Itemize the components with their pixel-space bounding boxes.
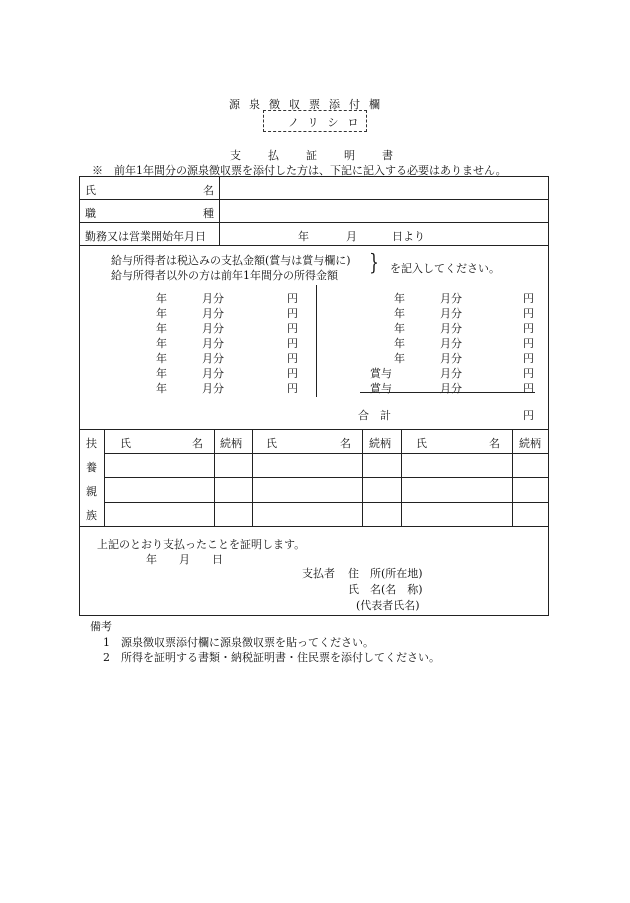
- dep-col2-relation: 続柄: [369, 437, 391, 450]
- job-label-2: 種: [203, 207, 214, 220]
- bonus-label-2: 賞与: [370, 382, 392, 395]
- right-year-5: 年: [394, 352, 405, 365]
- bonus-month-1: 月分: [440, 367, 462, 380]
- right-month-1: 月分: [440, 292, 462, 305]
- row-divider: [80, 245, 548, 246]
- left-year-4: 年: [156, 337, 167, 350]
- right-yen-3: 円: [523, 322, 534, 335]
- left-month-1: 月分: [202, 292, 224, 305]
- remarks-item-2: 2 所得を証明する書類・納税証明書・住民票を添付してください。: [103, 651, 440, 664]
- attachment-title: 源泉徴収票添付欄: [229, 98, 389, 111]
- payer-label: 支払者: [302, 567, 335, 580]
- total-label: 合 計: [358, 409, 391, 422]
- dependents-col: [104, 429, 105, 526]
- left-year-5: 年: [156, 352, 167, 365]
- payments-center-divider: [316, 285, 317, 397]
- left-year-1: 年: [156, 292, 167, 305]
- right-month-2: 月分: [440, 307, 462, 320]
- dependents-top: [80, 429, 548, 430]
- dependents-bottom: [80, 526, 548, 527]
- dependents-col: [512, 429, 513, 526]
- name-label-1: 氏: [85, 184, 96, 197]
- dep-col3-name-2: 名: [489, 437, 500, 450]
- right-month-3: 月分: [440, 322, 462, 335]
- dependents-col: [401, 429, 402, 526]
- right-yen-1: 円: [523, 292, 534, 305]
- right-yen-4: 円: [523, 337, 534, 350]
- right-yen-2: 円: [523, 307, 534, 320]
- left-month-6: 月分: [202, 367, 224, 380]
- left-month-5: 月分: [202, 352, 224, 365]
- right-yen-5: 円: [523, 352, 534, 365]
- dependents-col: [214, 429, 215, 526]
- payer-representative: (代表者氏名): [356, 599, 420, 612]
- left-yen-2: 円: [287, 307, 298, 320]
- dep-col1-relation: 続柄: [220, 437, 242, 450]
- dependents-col: [362, 429, 363, 526]
- label-column-divider: [219, 177, 220, 245]
- left-year-7: 年: [156, 382, 167, 395]
- dep-col3-name-1: 氏: [416, 437, 427, 450]
- right-year-4: 年: [394, 337, 405, 350]
- start-year: 年: [298, 230, 309, 243]
- start-day: 日より: [392, 230, 425, 243]
- dependents-label-4: 族: [86, 509, 97, 522]
- left-yen-4: 円: [287, 337, 298, 350]
- left-month-3: 月分: [202, 322, 224, 335]
- total-yen: 円: [523, 409, 534, 422]
- certify-statement: 上記のとおり支払ったことを証明します。: [97, 538, 306, 551]
- left-year-6: 年: [156, 367, 167, 380]
- dep-col3-relation: 続柄: [519, 437, 541, 450]
- right-month-5: 月分: [440, 352, 462, 365]
- dependents-header-bottom: [104, 453, 548, 454]
- dependents-col: [252, 429, 253, 526]
- certify-date: 年 月 日: [146, 553, 223, 566]
- left-yen-5: 円: [287, 352, 298, 365]
- left-yen-1: 円: [287, 292, 298, 305]
- certificate-form: [79, 176, 549, 616]
- dep-col1-name-1: 氏: [120, 437, 131, 450]
- certificate-title: 支払証明書: [230, 149, 420, 162]
- glue-margin-box: [263, 110, 367, 132]
- dependents-label-2: 養: [86, 461, 97, 474]
- left-month-4: 月分: [202, 337, 224, 350]
- remarks-item-1: 1 源泉徴収票添付欄に源泉徴収票を貼ってください。: [103, 636, 374, 649]
- start-month: 月: [346, 230, 357, 243]
- start-date-label: 勤務又は営業開始年月日: [85, 230, 206, 243]
- dep-col2-name-1: 氏: [266, 437, 277, 450]
- bonus-yen-2: 円: [523, 382, 534, 395]
- instruction-line-2: 給与所得者以外の方は前年1年間分の所得金額: [111, 269, 338, 282]
- left-yen-3: 円: [287, 322, 298, 335]
- remarks-title: 備考: [90, 620, 112, 633]
- left-yen-6: 円: [287, 367, 298, 380]
- left-year-3: 年: [156, 322, 167, 335]
- left-year-2: 年: [156, 307, 167, 320]
- instruction-line-1: 給与所得者は税込みの支払金額(賞与は賞与欄に): [111, 254, 351, 267]
- payer-address: 住 所(所在地): [348, 567, 423, 580]
- row-divider: [80, 222, 548, 223]
- glue-margin-label: ノリシロ: [288, 116, 368, 129]
- right-month-4: 月分: [440, 337, 462, 350]
- dependents-label-3: 親: [86, 485, 97, 498]
- dependents-row-divider: [104, 477, 548, 478]
- bonus-month-2: 月分: [440, 382, 462, 395]
- instruction-suffix: を記入してください。: [390, 262, 500, 275]
- job-label-1: 職: [85, 207, 96, 220]
- right-year-2: 年: [394, 307, 405, 320]
- bonus-label-1: 賞与: [370, 367, 392, 380]
- brace-icon: }: [369, 251, 379, 276]
- payer-name: 氏 名(名 称): [348, 583, 423, 596]
- left-yen-7: 円: [287, 382, 298, 395]
- right-year-3: 年: [394, 322, 405, 335]
- dependents-row-divider: [104, 502, 548, 503]
- dep-col2-name-2: 名: [340, 437, 351, 450]
- row-divider: [80, 199, 548, 200]
- total-underline: [360, 392, 535, 393]
- dependents-label-1: 扶: [86, 437, 97, 450]
- right-year-1: 年: [394, 292, 405, 305]
- certificate-note: ※ 前年1年間分の源泉徴収票を添付した方は、下記に記入する必要はありません。: [92, 164, 507, 177]
- bonus-yen-1: 円: [523, 367, 534, 380]
- left-month-7: 月分: [202, 382, 224, 395]
- left-month-2: 月分: [202, 307, 224, 320]
- dep-col1-name-2: 名: [192, 437, 203, 450]
- name-label-2: 名: [203, 184, 214, 197]
